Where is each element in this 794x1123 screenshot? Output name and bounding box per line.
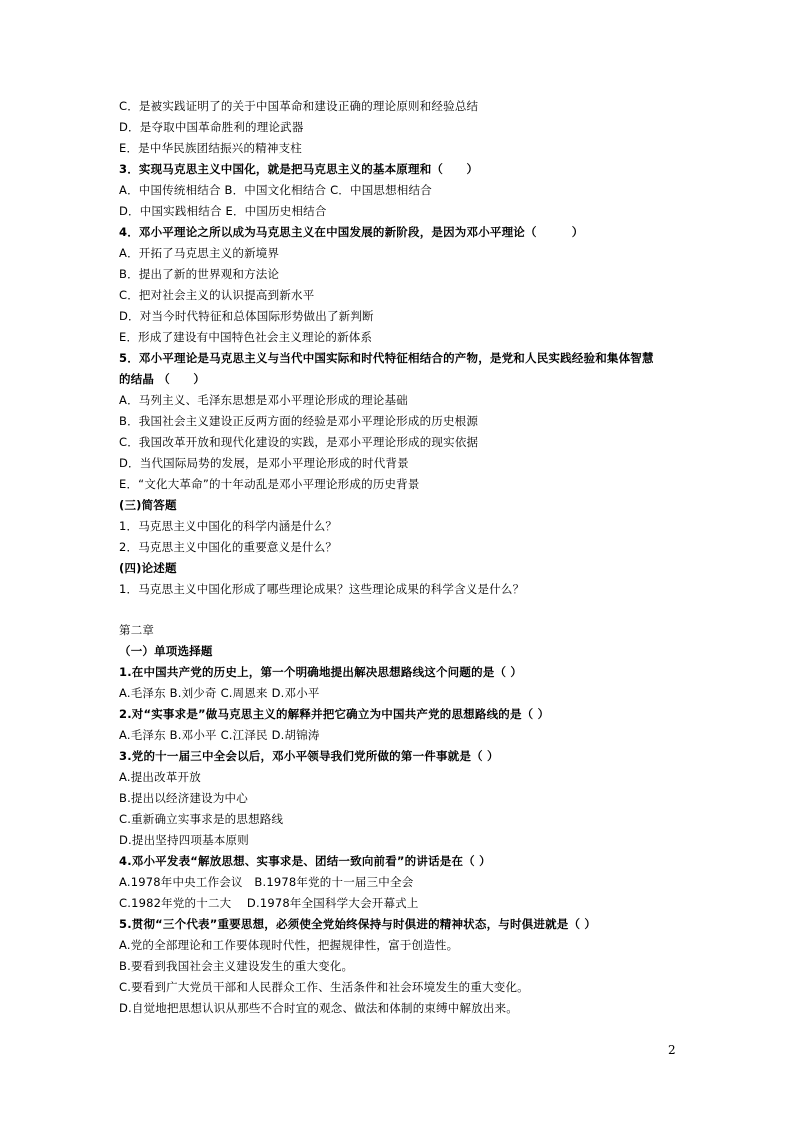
text-line: 1．马克思主义中国化形成了哪些理论成果？这些理论成果的科学含义是什么？ <box>119 582 525 596</box>
text-line: 3．实现马克思主义中国化，就是把马克思主义的基本原理和（ ） <box>119 162 479 176</box>
text-line: D．当代国际局势的发展，是邓小平理论形成的时代背景 <box>119 456 409 470</box>
text-line: 第二章 <box>119 623 155 637</box>
text-line: D.提出坚持四项基本原则 <box>119 833 249 847</box>
text-line: C.重新确立实事求是的思想路线 <box>119 812 284 826</box>
text-line: D．对当今时代特征和总体国际形势做出了新判断 <box>119 309 374 323</box>
text-line: (四)论述题 <box>119 561 177 575</box>
text-line: 3.党的十一届三中全会以后，邓小平领导我们党所做的第一件事就是（ ） <box>119 749 499 763</box>
text-line: E．形成了建设有中国特色社会主义理论的新体系 <box>119 330 373 344</box>
text-line: E．“文化大革命”的十年动乱是邓小平理论形成的历史背景 <box>119 477 420 491</box>
text-line: B．提出了新的世界观和方法论 <box>119 267 280 281</box>
text-line: A.毛泽东 B.刘少奇 C.周恩来 D.邓小平 <box>119 686 320 700</box>
text-line: C．我国改革开放和现代化建设的实践，是邓小平理论形成的现实依据 <box>119 435 479 449</box>
text-line: C．把对社会主义的认识提高到新水平 <box>119 288 315 302</box>
text-line: 1．马克思主义中国化的科学内涵是什么？ <box>119 519 338 533</box>
text-line: C.1982年党的十二大 D.1978年全国科学大会开幕式上 <box>119 896 419 910</box>
text-line: 5.贯彻“三个代表”重要思想，必须使全党始终保持与时俱进的精神状态，与时俱进就是（ ） <box>119 917 597 931</box>
text-line: A.党的全部理论和工作要体现时代性，把握规律性，富于创造性。 <box>119 938 459 952</box>
page-number: 2 <box>668 1043 676 1057</box>
text-line: A．马列主义、毛泽东思想是邓小平理论形成的理论基础 <box>119 393 408 407</box>
text-line: D．是夺取中国革命胜利的理论武器 <box>119 120 304 134</box>
text-line: A．开拓了马克思主义的新境界 <box>119 246 280 260</box>
text-line: B．我国社会主义建设正反两方面的经验是邓小平理论形成的历史根源 <box>119 414 479 428</box>
text-line: (三)简答题 <box>119 498 177 512</box>
text-line: A.1978年中央工作会议 B.1978年党的十一届三中全会 <box>119 875 414 889</box>
text-line: D.自觉地把思想认识从那些不合时宜的观念、做法和体制的束缚中解放出来。 <box>119 1001 519 1015</box>
text-line: 4.邓小平发表“解放思想、实事求是、团结一致向前看”的讲话是在（ ） <box>119 854 491 868</box>
text-line: A.毛泽东 B.邓小平 C.江泽民 D.胡锦涛 <box>119 728 320 742</box>
text-line: B.要看到我国社会主义建设发生的重大变化。 <box>119 959 354 973</box>
text-line: A.提出改革开放 <box>119 770 201 784</box>
text-line: D．中国实践相结合 E．中国历史相结合 <box>119 204 327 218</box>
text-line: E．是中华民族团结振兴的精神支柱 <box>119 141 302 155</box>
text-line: B.提出以经济建设为中心 <box>119 791 248 805</box>
text-line: C.要看到广大党员干部和人民群众工作、生活条件和社会环境发生的重大变化。 <box>119 980 529 994</box>
text-line: 5．邓小平理论是马克思主义与当代中国实际和时代特征相结合的产物，是党和人民实践经验和集体智慧 <box>119 351 654 365</box>
text-line: （一）单项选择题 <box>119 644 213 658</box>
text-line: A．中国传统相结合 B．中国文化相结合 C．中国思想相结合 <box>119 183 432 197</box>
text-line: 4．邓小平理论之所以成为马克思主义在中国发展的新阶段，是因为邓小平理论（ ） <box>119 225 584 239</box>
text-line: 1.在中国共产党的历史上，第一个明确地提出解决思想路线这个问题的是（ ） <box>119 665 523 679</box>
text-line: C．是被实践证明了的关于中国革命和建设正确的理论原则和经验总结 <box>119 99 479 113</box>
text-line: 2.对“实事求是”做马克思主义的解释并把它确立为中国共产党的思想路线的是（ ） <box>119 707 550 721</box>
text-line: 的结晶 （ ） <box>119 372 206 386</box>
text-line: 2．马克思主义中国化的重要意义是什么？ <box>119 540 338 554</box>
